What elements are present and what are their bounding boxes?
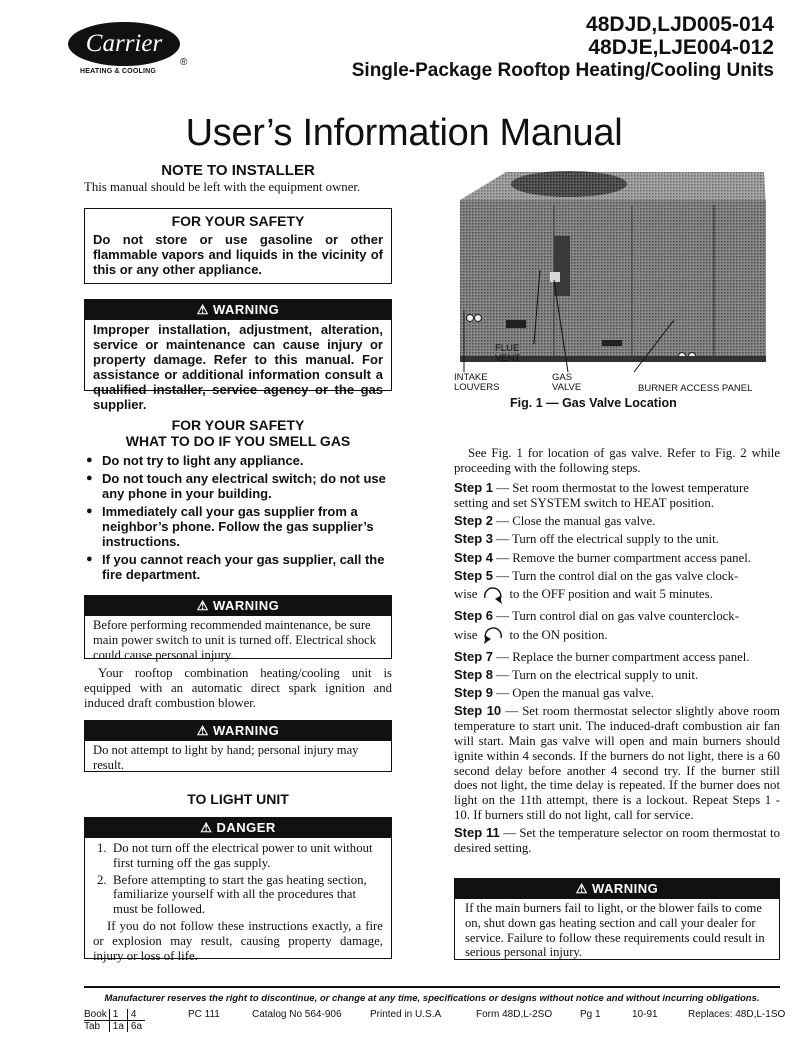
warning-box-burners: [454, 878, 780, 960]
warning-text: Before performing recommended maintenance, be sure main power switch to unit is turned off. Electrical shock could cause personal injury.: [93, 618, 377, 662]
note-text: This manual should be left with the equipment owner.: [84, 180, 361, 194]
footer-pc: PC 111: [188, 1009, 220, 1020]
warning-label: ⚠ WARNING: [455, 879, 779, 899]
label-flue-vent: FLUE VENT: [495, 343, 521, 364]
note-heading: NOTE TO INSTALLER: [161, 162, 315, 179]
step-9: Step 9 — Open the manual gas valve.: [454, 685, 655, 701]
footer-page: Pg 1: [580, 1009, 601, 1020]
step-7: Step 7 — Replace the burner compartment access panel.: [454, 648, 750, 664]
document-subtitle: Single-Package Rooftop Heating/Cooling Units: [351, 60, 774, 81]
safety-text: Do not store or use gasoline or other flammable vapors and liquids in the vicinity of this or any other appliance.: [93, 232, 383, 277]
figure-caption: Fig. 1 — Gas Valve Location: [510, 396, 677, 410]
danger-list: [85, 841, 391, 917]
smell-gas-heading1: FOR YOUR SAFETY: [171, 417, 305, 433]
list-item: ● Immediately call your gas supplier from a neighbor’s phone. Follow the gas supplier’s instructions.: [84, 504, 392, 549]
step-6: Step 6 — Turn control dial on gas valve counterclock- wise to the ON position.: [454, 609, 780, 646]
footer-disclaimer: Manufacturer reserves the right to discontinue, or change at any time, specifications or designs without notice and without incurring obligations.: [104, 993, 760, 1004]
warning-label: ⚠ WARNING: [85, 300, 391, 320]
warning-box-maintenance: [84, 595, 392, 662]
step-2: Step 2 — Close the manual gas valve.: [454, 513, 656, 529]
smell-gas-section: [84, 417, 392, 585]
steps-list: [454, 481, 780, 859]
footer-form: Form 48D,L-2SO: [476, 1009, 553, 1020]
logo-text: Carrier: [85, 30, 163, 57]
list-item: ● Do not touch any electrical switch; do not use any phone in your building.: [84, 471, 392, 501]
step-10: Step 10 — Set room thermostat selector slightly above room temperature to start unit. The induced-draft combustion air fan will start. Main gas valve will open and main burners should ignite within 4 seconds. If the burners do not light, there is a 60 second delay before another 4 second try. If the burner still does not light, the time delay is repeated. If the burner does not light on the 11th attempt, there is a lockout. Repeat Steps 1 - 10. If burners still do not light, call for service.: [454, 703, 780, 823]
smell-gas-list: [84, 453, 392, 582]
footer-printed: Printed in U.S.A: [370, 1009, 442, 1020]
warning-label: ⚠ WARNING: [85, 721, 391, 741]
list-item: ● Do not try to light any appliance.: [84, 453, 392, 468]
list-item: ● If you cannot reach your gas supplier, call the fire department.: [84, 552, 392, 582]
footer-replaces: Replaces: 48D,L-1SO: [688, 1009, 786, 1020]
step-1: Step 1 — Set room thermostat to the lowest temperature setting and set SYSTEM switch to HEAT position.: [454, 480, 749, 510]
warning-text: If the main burners fail to light, or the blower fails to come on, shut down gas heating section and call your dealer for service. Failure to follow these requirements could result in serious personal injury.: [465, 901, 765, 960]
step-3: Step 3 — Turn off the electrical supply to the unit.: [454, 531, 719, 547]
model-numbers-line2: 48DJE,LJE004-012: [588, 36, 774, 59]
warning-text: Improper installation, adjustment, alteration, service or maintenance can cause injury or property damage. Refer to this manual. For assistance or additional information consult a qualified installer, service agency or the gas supplier.: [93, 322, 383, 412]
label-intake-louvers: INTAKE LOUVERS: [454, 372, 500, 393]
clockwise-arrow-icon: [481, 584, 505, 606]
step-11: Step 11 — Set the temperature selector on room thermostat to desired setting.: [454, 825, 780, 856]
safety-box-gasoline: [84, 208, 392, 284]
smell-gas-heading2: WHAT TO DO IF YOU SMELL GAS: [125, 433, 351, 449]
label-gas-valve: GAS VALVE: [552, 372, 582, 393]
danger-label: ⚠ DANGER: [85, 818, 391, 838]
step-4: Step 4 — Remove the burner compartment access panel.: [454, 549, 751, 565]
danger-closing: If you do not follow these instructions exactly, a fire or explosion may result, causing property damage, injury or loss of life.: [93, 918, 383, 963]
book-tab-table: Book 1 4 Tab 1a 6a: [84, 1009, 145, 1032]
steps-intro: See Fig. 1 for location of gas valve. Refer to Fig. 2 while proceeding with the following steps.: [454, 446, 780, 475]
footer-divider: [84, 986, 780, 988]
footer-catalog: Catalog No 564-906: [252, 1009, 342, 1020]
intro-paragraph: Your rooftop combination heating/cooling unit is equipped with an automatic direct spark ignition and induced draft combustion blower.: [84, 666, 392, 710]
registered-mark: ®: [180, 57, 188, 68]
footer-book-tab: [84, 1009, 145, 1032]
footer-date: 10-91: [632, 1009, 658, 1020]
light-unit-heading: TO LIGHT UNIT: [187, 791, 289, 807]
step-8: Step 8 — Turn on the electrical supply to unit.: [454, 666, 699, 682]
list-item: 1. Do not turn off the electrical power to unit without first turning off the gas supply.: [97, 841, 373, 870]
page-title: User’s Information Manual: [185, 112, 623, 154]
label-burner-access-panel: BURNER ACCESS PANEL: [638, 383, 753, 394]
warning-box-installation: [84, 299, 392, 412]
safety-heading: FOR YOUR SAFETY: [171, 213, 305, 229]
step-5: Step 5 — Turn the control dial on the gas valve clock- wise to the OFF position and wait 5 minutes.: [454, 569, 780, 606]
danger-box: [84, 817, 392, 963]
model-numbers-line1: 48DJD,LJD005-014: [586, 13, 774, 36]
warning-label: ⚠ WARNING: [85, 596, 391, 616]
list-item: 2. Before attempting to start the gas heating section, familiarize yourself with all the procedures that must be followed.: [97, 872, 367, 917]
carrier-logo: [68, 22, 180, 66]
warning-text: Do not attempt to light by hand; personal injury may result.: [93, 743, 359, 772]
warning-box-light-by-hand: [84, 720, 392, 772]
counterclockwise-arrow-icon: [481, 624, 505, 646]
logo-tagline: HEATING & COOLING: [80, 68, 156, 75]
